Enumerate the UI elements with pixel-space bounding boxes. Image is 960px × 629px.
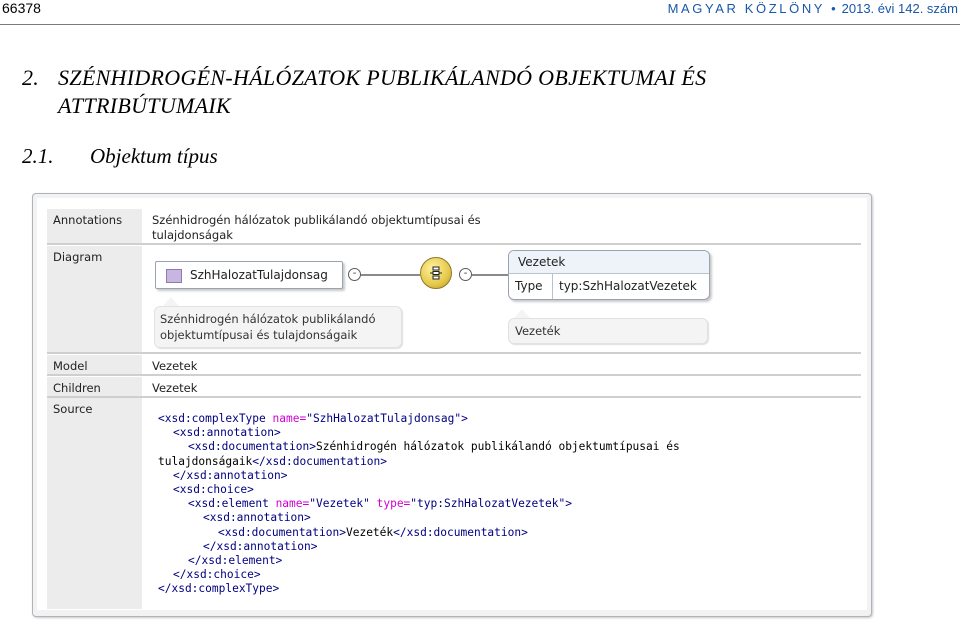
element-header <box>509 251 709 274</box>
issue-label: 2013. évi 142. szám <box>841 1 958 16</box>
section-number: 2. <box>22 65 40 90</box>
figure-panel <box>37 198 867 610</box>
source-line <box>158 412 680 426</box>
annotations-value <box>148 209 861 243</box>
source-token: name= <box>272 412 307 425</box>
source-token: "Vezetek" <box>309 497 377 511</box>
source-line <box>158 511 680 525</box>
subsection-title: Objektum típus <box>90 144 218 168</box>
source-line <box>158 540 680 554</box>
source-token: <xsd:annotation> <box>203 511 311 525</box>
source-token: > <box>461 412 468 425</box>
source-token: <xsd:element <box>188 497 276 511</box>
divider <box>47 243 861 245</box>
source-token: <xsd:complexType <box>158 412 273 425</box>
type-note-line1: Szénhidrogén hálózatok publikálandó <box>160 312 376 326</box>
connector-line <box>472 274 508 276</box>
type-annotation-note <box>154 306 402 348</box>
source-token: Szénhidrogén hálózatok publikálandó objektumtípusai és <box>315 440 680 454</box>
choice-symbol-icon <box>429 266 443 280</box>
element-divider <box>552 274 553 299</box>
source-row <box>47 398 861 609</box>
source-token: "SzhHalozatTulajdonsag" <box>306 412 462 425</box>
source-token: <xsd:documentation> <box>218 525 346 539</box>
source-line <box>158 568 680 582</box>
source-label: Source <box>47 398 142 609</box>
source-token: </xsd:element> <box>188 554 283 568</box>
source-token: </xsd:documentation> <box>393 525 528 539</box>
source-token: <xsd:documentation> <box>188 440 316 454</box>
element-box[interactable] <box>508 250 710 300</box>
source-token: name= <box>275 497 310 511</box>
model-label: Model <box>47 355 142 374</box>
source-line <box>158 497 680 511</box>
source-token: </xsd:documentation> <box>252 454 388 468</box>
source-token: Vezeték <box>345 525 394 539</box>
source-token: > <box>565 497 572 511</box>
subsection-number: 2.1. <box>22 144 54 168</box>
source-line <box>158 483 680 497</box>
connector-line <box>361 274 420 276</box>
source-line <box>158 455 680 469</box>
source-line <box>158 554 680 568</box>
collapse-icon[interactable]: - <box>348 268 361 281</box>
section-title-line1: SZÉNHIDROGÉN-HÁLÓZATOK PUBLIKÁLANDÓ OBJEKTUMAI ÉS <box>58 65 707 90</box>
annotations-line2: tulajdonságak <box>152 228 233 242</box>
annotations-line1: Szénhidrogén hálózatok publikálandó objektumtípusai és <box>152 213 481 227</box>
model-value[interactable]: Vezetek <box>148 355 861 374</box>
collapse-icon[interactable]: - <box>459 268 472 281</box>
diagram-area <box>148 246 861 352</box>
journal-title: MAGYAR KÖZLÖNY <box>667 1 826 16</box>
divider <box>47 352 861 354</box>
source-line <box>158 526 680 540</box>
children-row <box>47 377 861 396</box>
page-number: 66378 <box>2 0 41 16</box>
element-name: Vezetek <box>518 255 566 269</box>
source-token: tulajdonságaik <box>158 454 253 468</box>
element-type-value: typ:SzhHalozatVezetek <box>559 279 697 293</box>
source-code <box>158 412 680 597</box>
complex-type-icon <box>166 269 182 283</box>
header-rule <box>0 24 960 25</box>
element-annotation-note: Vezeték <box>508 318 708 344</box>
complex-type-box[interactable] <box>155 261 343 289</box>
annotations-row <box>47 209 861 243</box>
source-line <box>158 469 680 483</box>
children-value[interactable]: Vezetek <box>148 377 861 396</box>
source-token: type= <box>376 497 411 511</box>
element-type-label: Type <box>515 279 543 293</box>
source-token: </xsd:choice> <box>173 568 261 582</box>
choice-icon <box>420 257 452 289</box>
divider <box>47 374 861 376</box>
bullet: • <box>831 1 836 16</box>
section-title-line2: ATTRIBÚTUMAIK <box>58 93 231 118</box>
source-line <box>158 440 680 454</box>
source-area <box>148 398 861 609</box>
section-heading <box>22 64 706 120</box>
source-token: </xsd:complexType> <box>158 582 280 596</box>
source-line <box>158 582 680 596</box>
model-row <box>47 355 861 374</box>
type-note-line2: objektumtípusai és tulajdonságaik <box>160 328 358 342</box>
children-label: Children <box>47 377 142 396</box>
complex-type-name: SzhHalozatTulajdonsag <box>190 268 328 282</box>
source-line <box>158 426 680 440</box>
diagram-label: Diagram <box>47 246 142 352</box>
source-token: <xsd:choice> <box>173 483 254 497</box>
source-token: </xsd:annotation> <box>173 468 288 482</box>
diagram-row <box>47 246 861 352</box>
source-token: </xsd:annotation> <box>203 539 318 553</box>
running-head <box>668 1 958 16</box>
source-token: "typ:SzhHalozatVezetek" <box>410 497 566 511</box>
schema-figure <box>32 193 872 617</box>
annotations-label: Annotations <box>47 209 142 243</box>
subsection-heading <box>22 144 218 169</box>
note-pointer <box>514 309 530 318</box>
source-token: <xsd:annotation> <box>173 426 281 440</box>
